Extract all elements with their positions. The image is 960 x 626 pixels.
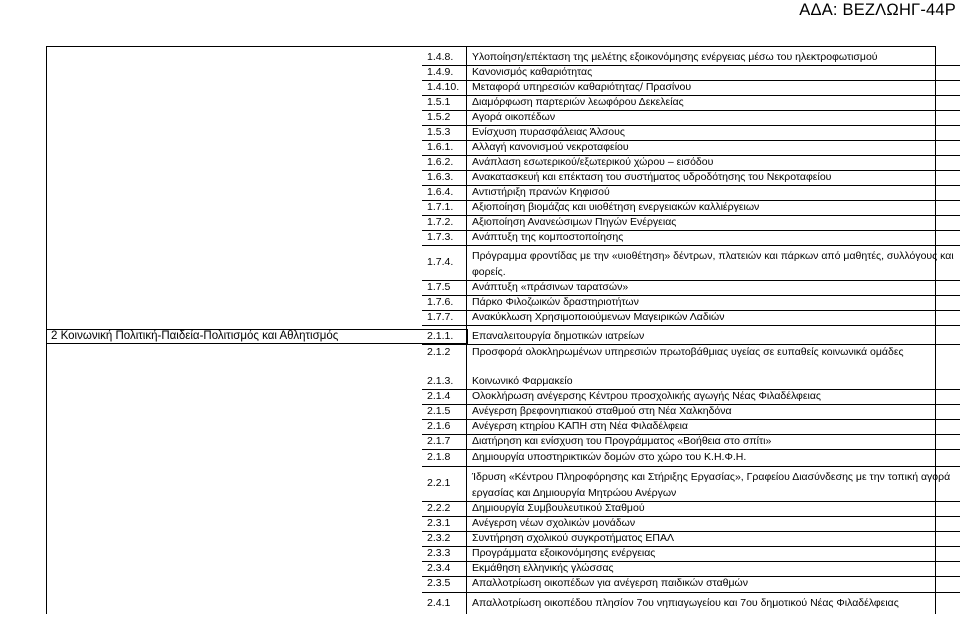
- row-title: Αλλαγή κανονισμού νεκροταφείου: [472, 141, 629, 153]
- row-title: Συντήρηση σχολικού συγκροτήματος ΕΠΑΛ: [472, 532, 674, 544]
- row-title: Ίδρυση «Κέντρου Πληροφόρησης και Στήριξης Εργασίας», Γραφείου Διασύνδεσης με την τοπική αγορά εργασίας και Δημιουργία Μητρώου Ανέργων: [472, 471, 951, 499]
- table-row: [422, 200, 960, 216]
- row-code: 2.2.1: [427, 477, 451, 489]
- table-row: [422, 140, 960, 156]
- row-title: Ανέγερση βρεφονηπιακού σταθμού στη Νέα Χαλκηδόνα: [472, 405, 732, 417]
- table-row: [422, 295, 960, 311]
- category-number: 2: [51, 330, 58, 342]
- table-row: [422, 501, 960, 517]
- table-row: [422, 466, 960, 502]
- table-row: [422, 531, 960, 547]
- row-code: 2.1.2: [427, 346, 451, 358]
- row-title: Αξιοποίηση Ανανεώσιμων Πηγών Ενέργειας: [472, 216, 677, 228]
- table-row: [422, 155, 960, 171]
- row-title: Ανάπτυξη «πράσινων ταρατσών»: [472, 281, 629, 293]
- row-title: Αγορά οικοπέδων: [472, 111, 556, 123]
- row-code: 2.3.5: [427, 577, 451, 589]
- row-code: 1.7.2.: [427, 216, 454, 228]
- row-title: Απαλλοτρίωση οικοπέδων για ανέγερση παιδικών σταθμών: [472, 577, 748, 589]
- row-code: 1.6.4.: [427, 186, 454, 198]
- row-code: 1.7.6.: [427, 296, 454, 308]
- row-code: 1.6.1.: [427, 141, 454, 153]
- table-row: [422, 125, 960, 141]
- row-code: 1.4.10.: [427, 81, 460, 93]
- row-code: 2.3.4: [427, 562, 451, 574]
- table-row: [422, 215, 960, 231]
- table-row: [422, 280, 960, 296]
- row-code: 1.4.8.: [427, 51, 454, 63]
- table-row: [422, 404, 960, 420]
- ada-code: ΑΔΑ: ΒΕΖΛΩΗΓ-44Ρ: [799, 1, 956, 19]
- table-row: [422, 346, 960, 360]
- category-label: Κοινωνική Πολιτική-Παιδεία-Πολιτισμός και Αθλητισμός: [60, 330, 339, 342]
- table-row: [422, 419, 960, 435]
- row-code: 1.7.4.: [427, 256, 454, 268]
- table-row: [422, 110, 960, 126]
- row-title: Απαλλοτρίωση οικοπέδου πλησίον 7ου νηπιαγωγείου και 7ου δημοτικού Νέας Φιλαδέλφειας: [472, 597, 899, 609]
- table-row: [422, 245, 960, 281]
- table-row: [422, 65, 960, 81]
- row-code: 2.3.2: [427, 532, 451, 544]
- row-title: Εκμάθηση ελληνικής γλώσσας: [472, 562, 614, 574]
- row-code: 1.5.3: [427, 126, 451, 138]
- row-code: 1.6.2.: [427, 156, 454, 168]
- table-row: [422, 310, 960, 326]
- table-row: [422, 230, 960, 246]
- row-code: 1.7.7.: [427, 311, 454, 323]
- row-title: Επαναλειτουργία δημοτικών ιατρείων: [472, 330, 645, 342]
- row-code: 2.3.3: [427, 547, 451, 559]
- category-cell: [46, 329, 468, 344]
- row-title: Ανέγερση κτηρίου ΚΑΠΗ στη Νέα Φιλαδέλφεια: [472, 420, 689, 432]
- table-row: [422, 95, 960, 111]
- row-title: Πρόγραμμα φροντίδας με την «υιοθέτηση» δέντρων, πλατειών και πάρκων από μαθητές, συλλόγους και φορείς.: [472, 250, 954, 278]
- row-title: Ανακατασκευή και επέκταση του συστήματος υδροδότησης του Νεκροταφείου: [472, 171, 832, 183]
- row-title: Υλοποίηση/επέκταση της μελέτης εξοικονόμησης ενέργειας μέσω του ηλεκτροφωτισμού: [472, 51, 878, 63]
- table-row: [422, 374, 960, 390]
- row-code: 1.5.1: [427, 96, 451, 108]
- row-title: Προσφορά ολοκληρωμένων υπηρεσιών πρωτοβάθμιας υγείας σε ευπαθείς κοινωνικά ομάδες: [472, 346, 904, 358]
- row-title: Κοινωνικό Φαρμακείο: [472, 375, 573, 387]
- row-code: 2.1.1.: [427, 330, 454, 342]
- table-row: [422, 593, 960, 614]
- row-code: 2.1.6: [427, 420, 451, 432]
- table-row: [422, 185, 960, 201]
- row-title: Κανονισμός καθαριότητας: [472, 66, 593, 78]
- table-row: [422, 576, 960, 593]
- row-title: Ανάπτυξη της κομποστοποίησης: [472, 231, 624, 243]
- table-row: [422, 434, 960, 450]
- table-row: [422, 546, 960, 562]
- row-code: 2.1.3.: [427, 375, 454, 387]
- row-title: Δημιουργία υποστηρικτικών δομών στο χώρο του Κ.Η.Φ.Η.: [472, 451, 747, 463]
- row-code: 2.1.7: [427, 435, 451, 447]
- row-code: 2.2.2: [427, 502, 451, 514]
- row-code: 2.1.5: [427, 405, 451, 417]
- table-row: [422, 170, 960, 186]
- row-code: 2.4.1: [427, 597, 451, 609]
- row-title: Ανάπλαση εσωτερικού/εξωτερικού χώρου – εισόδου: [472, 156, 714, 168]
- row-code: 1.6.3.: [427, 171, 454, 183]
- row-code: 2.1.4: [427, 390, 451, 402]
- table-row: [422, 449, 960, 467]
- row-title: Διαμόρφωση παρτεριών λεωφόρου Δεκελείας: [472, 96, 684, 108]
- table-row: [422, 561, 960, 577]
- row-title: Δημιουργία Συμβουλευτικού Σταθμού: [472, 502, 645, 514]
- row-code: 1.5.2: [427, 111, 451, 123]
- row-code: 2.3.1: [427, 517, 451, 529]
- row-title: Ολοκλήρωση ανέγερσης Κέντρου προσχολικής αγωγής Νέας Φιλαδέλφειας: [472, 390, 821, 402]
- row-title: Αντιστήριξη πρανών Κηφισού: [472, 186, 610, 198]
- row-code: 1.7.5: [427, 281, 451, 293]
- table-row: [422, 80, 960, 96]
- row-title: Ενίσχυση πυρασφάλειας Άλσους: [472, 126, 625, 138]
- table-row: [422, 50, 960, 66]
- row-code: 2.1.8: [427, 451, 451, 463]
- row-code: 1.4.9.: [427, 66, 454, 78]
- row-code: 1.7.1.: [427, 201, 454, 213]
- row-title: Διατήρηση και ενίσχυση του Προγράμματος «Βοήθεια στο σπίτι»: [472, 435, 772, 447]
- row-title: Πάρκο Φιλοζωικών δραστηριοτήτων: [472, 296, 639, 308]
- table-row: [422, 329, 960, 345]
- table-row: [422, 389, 960, 405]
- row-title: Μεταφορά υπηρεσιών καθαριότητας/ Πρασίνου: [472, 81, 692, 93]
- row-title: Αξιοποίηση βιομάζας και υιοθέτηση ενεργειακών καλλιέργειων: [472, 201, 760, 213]
- row-title: Προγράμματα εξοικονόμησης ενέργειας: [472, 547, 656, 559]
- row-code: 1.7.3.: [427, 231, 454, 243]
- row-title: Ανακύκλωση Χρησιμοποιούμενων Μαγειρικών Λαδιών: [472, 311, 725, 323]
- row-title: Ανέγερση νέων σχολικών μονάδων: [472, 517, 636, 529]
- table-row: [422, 516, 960, 532]
